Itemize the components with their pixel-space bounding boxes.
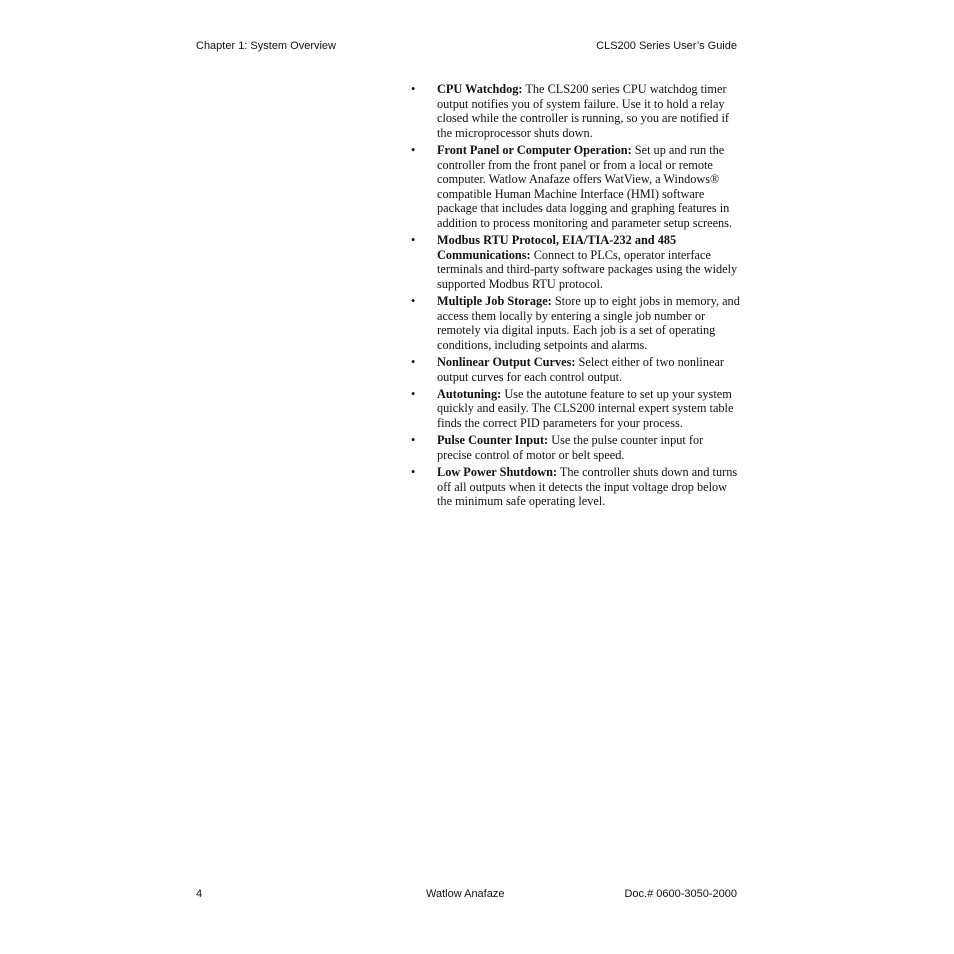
feature-text: The CLS200 series CPU watchdog timer output notifies you of system failure. Use it to hold a relay closed while the controller is running, so you are notified if the microprocessor shuts down.: [437, 82, 729, 140]
feature-term: Low Power Shutdown:: [437, 465, 558, 479]
feature-item-front-panel: [408, 143, 740, 231]
feature-text: Set up and run the controller from the front panel or from a local or remote computer. Watlow Anafaze offers WatView, a Windows® compatible Human Machine Interface (HMI) software package that includes data logging and graphing features in addition to process monitoring and parameter setup screens.: [437, 142, 733, 230]
bullet-icon: •: [411, 386, 416, 401]
feature-text: Use the pulse counter input for precise control of motor or belt speed.: [437, 433, 704, 462]
feature-text: Use the autotune feature to set up your system quickly and easily. The CLS200 internal expert system table finds the correct PID parameters for your process.: [437, 386, 734, 431]
feature-text: Store up to eight jobs in memory, and access them locally by entering a single job number or remotely via digital inputs. Each job is a set of operating conditions, including setpoints and alarms.: [437, 294, 740, 352]
feature-text: The controller shuts down and turns off all outputs when it detects the input voltage drop below the minimum safe operating level.: [437, 465, 738, 509]
bullet-icon: •: [411, 433, 416, 448]
bullet-icon: •: [411, 142, 416, 157]
feature-term: Pulse Counter Input:: [437, 433, 549, 448]
header-chapter: Chapter 1: System Overview: [196, 40, 336, 52]
feature-term: CPU Watchdog:: [437, 82, 523, 96]
bullet-icon: •: [411, 82, 416, 96]
feature-text: Connect to PLCs, operator interface terminals and third-party software packages using the widely supported Modbus RTU protocol.: [437, 247, 738, 291]
feature-item-nonlinear-curves: [408, 355, 740, 384]
feature-term: Multiple Job Storage:: [437, 294, 552, 309]
footer-page-number: 4: [196, 888, 203, 900]
feature-item-job-storage: [408, 294, 740, 352]
feature-item-modbus: [408, 233, 740, 291]
feature-term: Front Panel or Computer Operation:: [437, 142, 632, 157]
bullet-icon: •: [411, 233, 416, 248]
bullet-icon: •: [411, 294, 416, 309]
feature-term: Nonlinear Output Curves:: [437, 355, 576, 370]
bullet-icon: •: [411, 355, 416, 370]
footer-company: Watlow Anafaze: [426, 888, 505, 900]
footer-doc-number: Doc.# 0600-3050-2000: [624, 888, 737, 900]
feature-term: Modbus RTU Protocol, EIA/TIA-232 and 485 Communications:: [437, 233, 677, 262]
feature-item-pulse-counter: [408, 433, 740, 462]
feature-text: Select either of two nonlinear output curves for each control output.: [437, 355, 725, 384]
feature-item-cpu-watchdog: [408, 82, 740, 140]
feature-list: [408, 82, 740, 511]
feature-item-autotuning: [408, 387, 740, 431]
feature-item-low-power: [408, 465, 740, 509]
bullet-icon: •: [411, 465, 416, 479]
header-guide-title: CLS200 Series User’s Guide: [596, 40, 737, 52]
feature-term: Autotuning:: [437, 386, 502, 401]
